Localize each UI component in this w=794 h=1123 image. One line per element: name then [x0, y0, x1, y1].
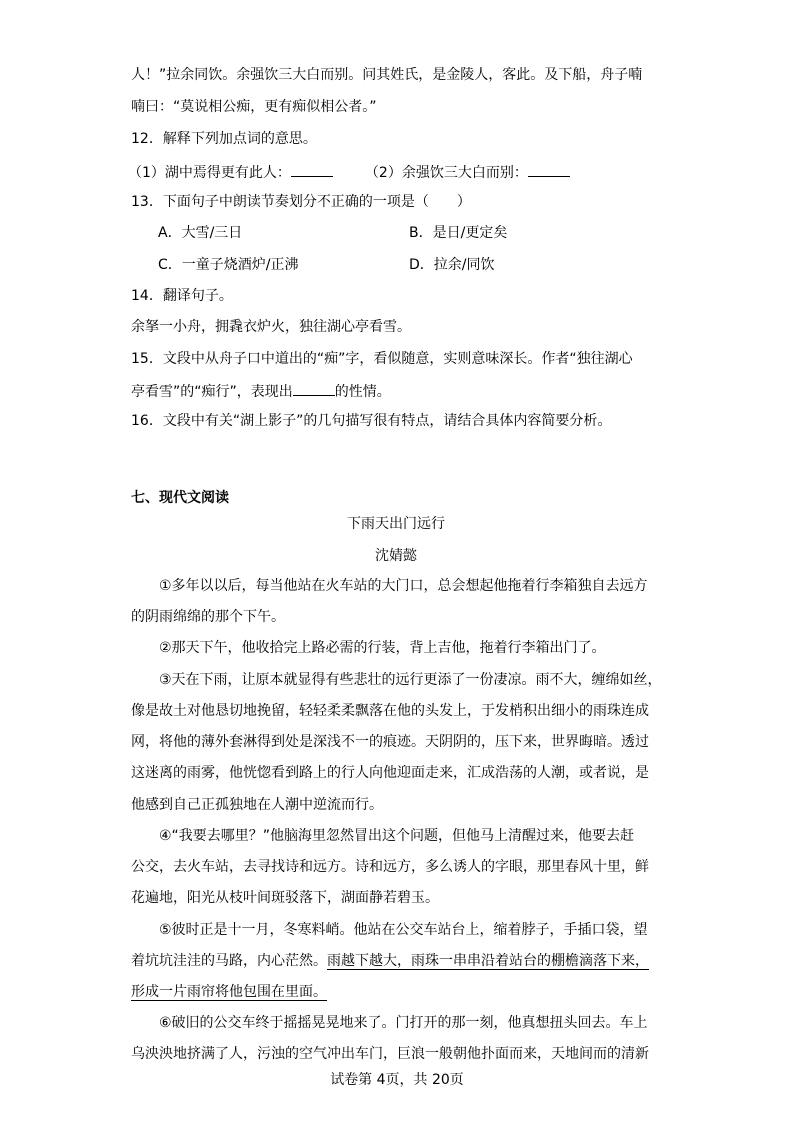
option-d: D．拉余/同饮 — [409, 257, 495, 273]
question-15-cont — [131, 380, 671, 402]
question-15: 15．文段中从舟子口中道出的“痴”字，看似随意，实则意味深长。作者“独往湖心 — [131, 351, 633, 367]
paragraph-line: 像是故土对他恳切地挽留，轻轻柔柔飘落在他的头发上，于发梢积出细小的雨珠连成 — [131, 703, 649, 719]
q15-text: 亭看雪”的“痴行”，表现出 — [131, 384, 293, 400]
article-title: 下雨天出门远行 — [347, 516, 445, 532]
answer-blank[interactable] — [293, 380, 335, 396]
paragraph-line: ⑥破旧的公交车终于摇摇晃晃地来了。门打开的那一刻，他真想扭头回去。车上 — [159, 1015, 648, 1031]
paragraph-line: 花遍地，阳光从枝叶间斑驳落下，湖面静若碧玉。 — [131, 890, 439, 906]
answer-blank[interactable] — [528, 161, 570, 177]
question-13: 13．下面句子中朗读节奏划分不正确的一项是（ ） — [131, 194, 471, 210]
underlined-sentence: 雨越下越大，雨珠一串串沿着站台的棚檐滴落下来， — [327, 953, 649, 969]
q12-item-2: （2）余强饮三大白而别： — [364, 165, 528, 181]
underlined-sentence: 形成一片雨帘将他包围在里面。 — [131, 984, 327, 1000]
paragraph-line: ③天在下雨，让原本就显得有些悲壮的远行更添了一份凄凉。雨不大，缠绵如丝， — [159, 672, 662, 688]
paragraph-line: ④“我要去哪里？”他脑海里忽然冒出这个问题，但他马上清醒过来，他要去赶 — [159, 828, 635, 844]
section-heading: 七、现代文阅读 — [131, 490, 229, 506]
paragraph-line: 他感到自己正孤独地在人潮中逆流而行。 — [131, 797, 383, 813]
paragraph-line: 这迷离的雨雾，他恍惚看到路上的行人向他迎面走来，汇成浩荡的人潮，或者说，是 — [131, 765, 649, 781]
paragraph-line: ②那天下午，他收拾完上路必需的行装，背上吉他，拖着行李箱出门了。 — [159, 640, 606, 656]
answer-blank[interactable] — [291, 161, 333, 177]
paragraph-line: 网，将他的薄外套淋得到处是深浅不一的痕迹。天阴阴的，压下来，世界晦暗。透过 — [131, 734, 649, 750]
question-14: 14．翻译句子。 — [131, 288, 233, 304]
option-b: B．是日/更定矣 — [409, 225, 508, 241]
paragraph-line: 的阴雨绵绵的那个下午。 — [131, 609, 285, 625]
plain-text: 着坑坑洼洼的马路，内心茫然。 — [131, 953, 327, 969]
paragraph-line: ①多年以以后，每当他站在火车站的大门口，总会想起他拖着行李箱独自去远方 — [159, 578, 648, 594]
question-12: 12．解释下列加点词的意思。 — [131, 131, 317, 147]
question-12-items — [128, 161, 668, 183]
option-c: C．一童子烧酒炉/正沸 — [158, 257, 299, 273]
question-14-sentence: 余拏一小舟，拥毳衣炉火，独往湖心亭看雪。 — [131, 319, 411, 335]
paragraph-line: 乌泱泱地挤满了人，污浊的空气冲出车门，巨浪一般朝他扑面而来，天地间而的清新 — [131, 1046, 649, 1062]
paragraph-line: ⑤彼时正是十一月，冬寒料峭。他站在公交车站台上，缩着脖子，手插口袋，望 — [159, 922, 648, 938]
page-footer: 试卷第 4页，共 20页 — [330, 1072, 464, 1088]
q15-text: 的性情。 — [334, 384, 391, 400]
option-a: A．大雪/三日 — [158, 225, 243, 241]
paragraph-line — [131, 951, 671, 971]
article-author: 沈婧懿 — [375, 548, 417, 564]
question-16: 16．文段中有关“湖上影子”的几句描写很有特点，请结合具体内容简要分析。 — [131, 413, 612, 429]
text-line: 人！”拉余同饮。余强饮三大白而别。问其姓氏，是金陵人，客此。及下船，舟子喃 — [131, 67, 643, 83]
text-line: 喃曰：“莫说相公痴，更有痴似相公者。” — [131, 99, 377, 115]
q12-item-1: （1）湖中焉得更有此人： — [128, 165, 291, 181]
paragraph-line: 公交，去火车站，去寻找诗和远方。诗和远方，多么诱人的字眼，那里春风十里，鲜 — [131, 859, 649, 875]
paragraph-line — [131, 982, 671, 1002]
